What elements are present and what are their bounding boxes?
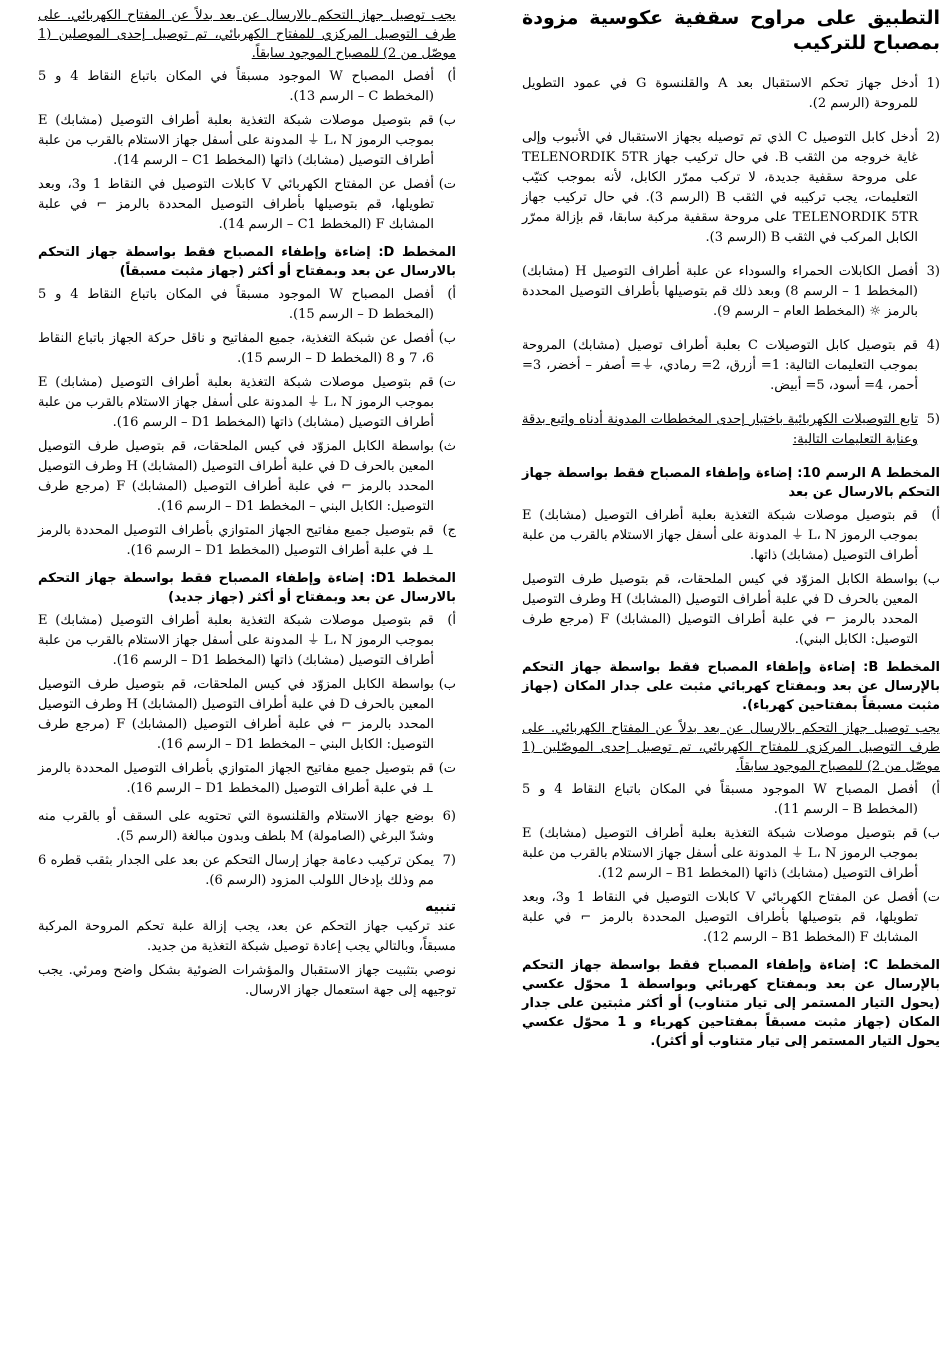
item-label: ت) [438, 177, 456, 192]
step-text: أفصل الكابلات الحمراء والسوداء عن علبة أطراف التوصيل H (مشابك) (المخطط 1 – الرسم 8) وبعد ذلك قم بتوصيلها بأطراف التوصيل المحددة بالرمز ☼ (المخطط العام – الرسم 9). [522, 264, 919, 319]
item-text: أفصل المصباح W الموجود مسبقاً في المكان باتباع النقاط 4 و 5 (المخطط C – الرسم 13). [38, 69, 434, 104]
scheme-d1 [38, 569, 456, 799]
item-text: قم بتوصيل موصلات شبكة التغذية بعلبة أطراف التوصيل (مشابك) E بموجب الرموز L، N ⏚ المدونة على أسفل جهاز الاستلام بالقرب من علبة أطراف التوصيل (مشابك) ذاتها (المخطط D1 – الرسم 16). [37, 375, 434, 430]
step-number: (3 [926, 264, 940, 279]
item-label: ب) [922, 826, 940, 841]
list-item [522, 824, 940, 884]
step-number: (7 [442, 853, 456, 868]
scheme-b [522, 658, 940, 948]
item-text: أفصل عن المفتاح الكهربائي V كابلات التوصيل في النقاط 1 و3، وبعد تطويلها، قم بتوصيلها بأطراف التوصيل المحددة بالرمز ⌐ في علبة المشابك F (المخطط B1 – الرسم 12). [522, 890, 918, 945]
list-item [522, 506, 940, 566]
item-text: أفصل المصباح W الموجود مسبقاً في المكان باتباع النقاط 4 و 5 (المخطط B – الرسم 11). [522, 782, 918, 817]
warning-text: عند تركيب جهاز التحكم عن بعد، يجب إزالة علبة تحكم المروحة المركبة مسبقاً، وبالتالي يجب إعادة توصيل شبكة التغذية من جديد. [38, 919, 456, 954]
item-label: أ) [447, 613, 456, 628]
list-item [38, 67, 456, 107]
list-item [38, 759, 456, 799]
item-text: بواسطة الكابل المزوّد في كيس الملحقات، قم بتوصيل طرف التوصيل المعين بالحرف D في علبة أطراف التوصيل (المشابك) H وطرف التوصيل المحدد بالرمز ⌐ في علبة أطراف التوصيل (المشابك) F (مرجع طرف التوصيل: الكابل البني – المخطط D1 – الرسم 16). [38, 439, 434, 514]
step-text: بوضع جهاز الاستلام والقلنسوة التي تحتويه على السقف أو بالقرب منه وشدّ البرغي (الصامولة) M بلطف وبدون مبالغة (الرسم 5). [38, 809, 434, 844]
warning-section [38, 899, 456, 1001]
step-number: (2 [926, 130, 940, 145]
step-item [522, 336, 940, 396]
item-label: ب) [438, 113, 456, 128]
item-label: ب) [438, 677, 456, 692]
item-label: أ) [931, 508, 940, 523]
item-label: ت) [438, 761, 456, 776]
list-item [522, 780, 940, 820]
item-label: ج) [442, 523, 456, 538]
scheme-a-title: المخطط A الرسم 10: إضاءة وإطفاء المصباح فقط بواسطة جهاز التحكم بالارسال عن بعد [522, 466, 940, 500]
item-text: قم بتوصيل جميع مفاتيح الجهاز المتوازي بأطراف التوصيل المحددة بالرمز ⊥ في علبة أطراف التوصيل (المخطط D1 – الرسم 16). [38, 523, 434, 558]
scheme-d1-title: المخطط D1: إضاءة وإطفاء المصباح فقط بواسطة جهاز التحكم بالارسال عن بعد وبمفتاح أو أكثر (جهاز جديد) [38, 571, 456, 605]
step-text: يمكن تركيب دعامة جهاز إرسال التحكم عن بعد على الجدار بثقب قطره 6 مم وذلك بإدخال اللولب المزود (الرسم 6). [38, 853, 434, 888]
step-text: قم بتوصيل كابل التوصيلات C بعلبة أطراف توصيل (مشابك) المروحة بموجب التعليمات التالية: 1= أزرق، 2= رمادي، ⏚= أصفر – أخضر، 3= أحمر، 4= أسود، 5= أبيض. [522, 338, 919, 393]
item-text: أفصل المصباح W الموجود مسبقاً في المكان باتباع النقاط 4 و 5 (المخطط D – الرسم 15). [38, 287, 434, 322]
list-item [38, 175, 456, 235]
step-item [522, 128, 940, 248]
scheme-d-title: المخطط D: إضاءة وإطفاء المصباح فقط بواسطة جهاز التحكم بالارسال عن بعد وبمفتاح أو أكثر (جهاز مثبت مسبقاً) [38, 245, 456, 279]
step-item [38, 851, 456, 891]
item-label: ت) [922, 890, 940, 905]
warning-text: نوصي بتثبيت جهاز الاستقبال والمؤشرات الضوئية بشكل واضح ومرئي. يجب توجيهه إلى جهة استعمال جهاز الارسال. [38, 963, 456, 998]
scheme-c [522, 956, 940, 1051]
step-item [522, 410, 940, 450]
item-text: أفصل عن المفتاح الكهربائي V كابلات التوصيل في النقاط 1 و3، وبعد تطويلها، قم بتوصيلها بأطراف التوصيل المحددة بالرمز ⌐ في علبة المشابك F (المخطط C1 – الرسم 14). [38, 177, 434, 232]
left-column [38, 6, 456, 1009]
scheme-a [522, 464, 940, 650]
item-label: ث) [438, 439, 456, 454]
item-text: بواسطة الكابل المزوّد في كيس الملحقات، قم بتوصيل طرف التوصيل المعين بالحرف D في علبة أطراف التوصيل (المشابك) H وطرف التوصيل المحدد بالرمز ⌐ في علبة أطراف التوصيل (المشابك) F (مرجع طرف التوصيل: الكابل البني). [522, 572, 918, 647]
item-label: أ) [447, 287, 456, 302]
list-item [38, 373, 456, 433]
step-item [38, 807, 456, 847]
item-text: قم بتوصيل موصلات شبكة التغذية بعلبة أطراف التوصيل (مشابك) E بموجب الرموز L، N ⏚ المدونة على أسفل جهاز الاستلام بالقرب من علبة أطراف التوصيل (مشابك) ذاتها (المخطط B1 – الرسم 12). [521, 826, 918, 881]
page-title: التطبيق على مراوح سقفية عكوسية مزودة بمصباح للتركيب [522, 7, 940, 54]
step-number: (5 [926, 412, 940, 427]
list-item [522, 888, 940, 948]
item-text: قم بتوصيل موصلات شبكة التغذية بعلبة أطراف التوصيل (مشابك) E بموجب الرموز L، N ⏚ المدونة على أسفل جهاز الاستلام بالقرب من علبة أطراف التوصيل (مشابك) ذاتها. [521, 508, 918, 563]
scheme-b-note: يجب توصيل جهاز التحكم بالارسال عن بعد بدلاً عن المفتاح الكهربائي. على طرف التوصيل المركزي للمفتاح الكهربائي، تم توصيل إحدى الموصّلين (1 موصّل من 2) للمصباح الموجود سابقاً. [522, 721, 940, 774]
list-item [522, 570, 940, 650]
list-item [38, 521, 456, 561]
step-number: (1 [926, 76, 940, 91]
list-item [38, 329, 456, 369]
step-number: (6 [442, 809, 456, 824]
step-text: أدخل جهاز تحكم الاستقبال بعد A والقلنسوة G في عمود التطويل للمروحة (الرسم 2). [522, 76, 919, 111]
step-number: (4 [926, 338, 940, 353]
scheme-d [38, 243, 456, 561]
item-label: أ) [931, 782, 940, 797]
steps-list [522, 74, 940, 450]
list-item [38, 611, 456, 671]
item-text: بواسطة الكابل المزوّد في كيس الملحقات، قم بتوصيل طرف التوصيل المعين بالحرف D في علبة أطراف التوصيل (المشابك) H وطرف التوصيل المحدد بالرمز ⌐ في علبة أطراف التوصيل (المشابك) F (مرجع طرف التوصيل: الكابل البني – المخطط D1 – الرسم 16). [38, 677, 434, 752]
right-column [522, 6, 940, 1059]
step-text: أدخل كابل التوصيل C الذي تم توصيله بجهاز الاستقبال في الأنبوب وإلى غاية خروجه من الثقب B. في حال تركيب جهاز TELENORDIK 5TR على مروحة سقفية جديدة، لا تركب ممرّر الكابل، لأنه بموجب كتيّب التعليمات، يجب تركيبه في الثقب B (الرسم 3). في حال تركيب جهاز TELENORDIK 5TR على مروحة سقفية مركبة سابقا، قم بإزالة ممرّر الكابل المركب في الثقب B (الرسم 3). [522, 130, 919, 245]
scheme-c-title: المخطط C: إضاءة وإطفاء المصباح فقط بواسطة جهاز التحكم بالإرسال عن بعد وبمفتاح كهربائي وبواسطة 1 محوّل عكسي (يحول التيار المستمر إلى تيار متناوب) أو أكثر مثبتين على جدار المكان (جهاز مثبت مسبقاً بمفتاحين كهرباء و 1 محوّل عكسي يحول التيار المستمر إلى تيار متناوب أو أكثر). [522, 958, 940, 1049]
final-steps [38, 807, 456, 891]
item-text: قم بتوصيل موصلات شبكة التغذية بعلبة أطراف التوصيل (مشابك) E بموجب الرموز L، N ⏚ المدونة على أسفل جهاز الاستلام بالقرب من علبة أطراف التوصيل (مشابك) ذاتها (المخطط C1 – الرسم 14). [37, 113, 434, 168]
list-item [38, 111, 456, 171]
warning-title: تنبيه [425, 899, 456, 915]
list-item [38, 675, 456, 755]
item-text: قم بتوصيل جميع مفاتيح الجهاز المتوازي بأطراف التوصيل المحددة بالرمز ⊥ في علبة أطراف التوصيل (المخطط D1 – الرسم 16). [38, 761, 434, 796]
item-label: أ) [447, 69, 456, 84]
step-text: تابع التوصيلات الكهربائية باختيار إحدى المخططات المدونة أدناه واتبع بدقة وعناية التعليمات التالية: [522, 412, 918, 447]
item-label: ب) [922, 572, 940, 587]
item-label: ت) [438, 375, 456, 390]
item-text: قم بتوصيل موصلات شبكة التغذية بعلبة أطراف التوصيل (مشابك) E بموجب الرموز L، N ⏚ المدونة على أسفل جهاز الاستلام بالقرب من علبة أطراف التوصيل (مشابك) ذاتها (المخطط D1 – الرسم 16). [37, 613, 434, 668]
step-item [522, 74, 940, 114]
item-label: ب) [438, 331, 456, 346]
step-item [522, 262, 940, 322]
scheme-b-title: المخطط B: إضاءة وإطفاء المصباح فقط بواسطة جهاز التحكم بالإرسال عن بعد وبمفتاح كهربائي مثبت على جدار المكان (جهاز مثبت مسبقاً بمفتاحين كهرباء). [522, 660, 940, 713]
scheme-c-note: يجب توصيل جهاز التحكم بالارسال عن بعد بدلاً عن المفتاح الكهربائي. على طرف التوصيل المركزي للمفتاح الكهربائي، تم توصيل إحدى الموصلين (1 موصّل من 2) للمصباح الموجود سابقاً. [38, 8, 456, 61]
item-text: أفصل عن شبكة التغذية، جميع المفاتيح و ناقل حركة الجهاز باتباع النقاط 6، 7 و 8 (المخطط D – الرسم 15). [38, 331, 434, 366]
list-item [38, 437, 456, 517]
list-item [38, 285, 456, 325]
scheme-c-items [38, 67, 456, 235]
